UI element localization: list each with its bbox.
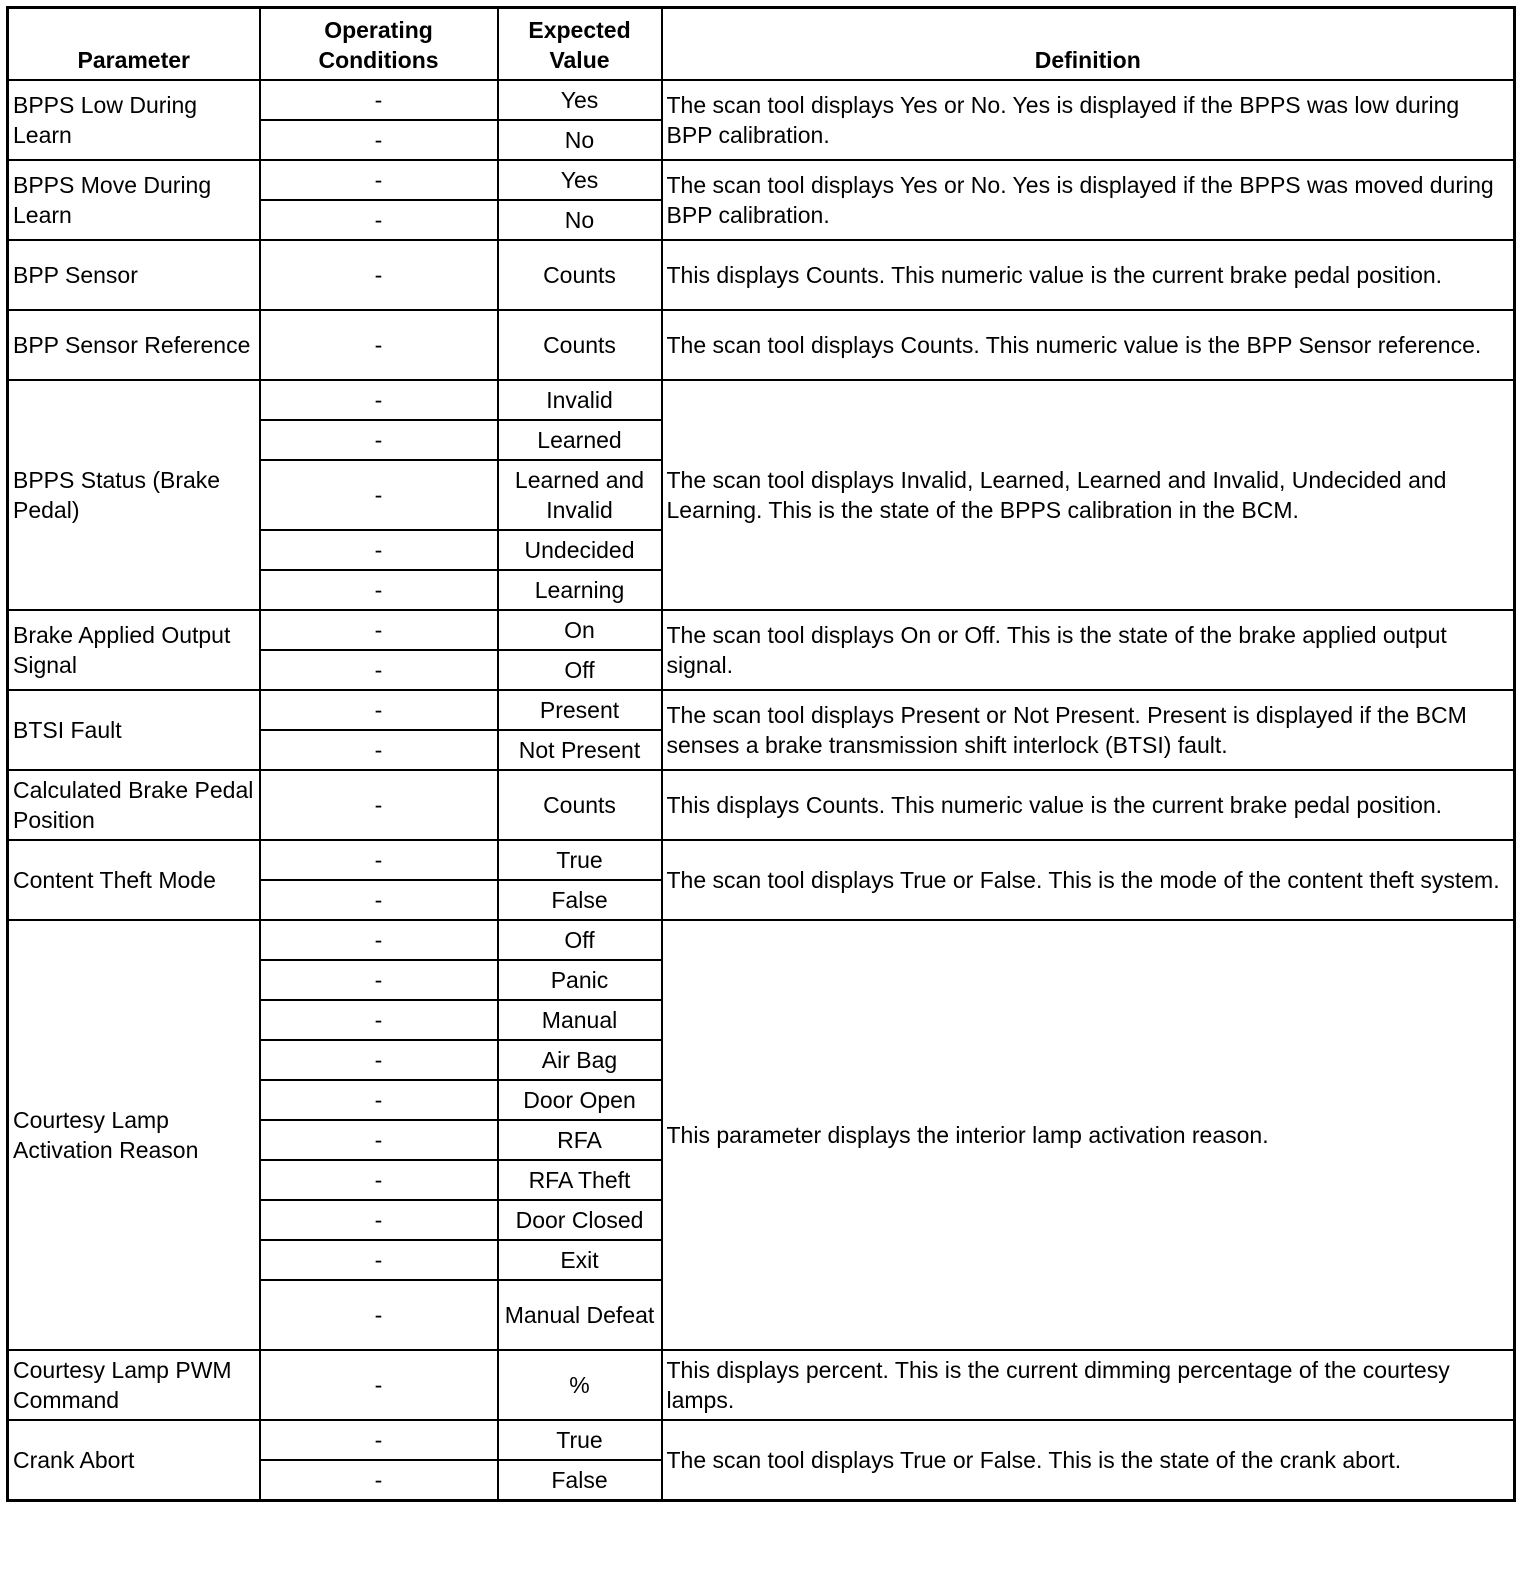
definition-cell: The scan tool displays Yes or No. Yes is displayed if the BPPS was moved during BPP calibration. [662, 160, 1515, 240]
operating-condition-cell: - [260, 610, 498, 650]
parameter-name-cell: Brake Applied Output Signal [8, 610, 260, 690]
expected-value-cell: Off [498, 920, 662, 960]
expected-value-cell: RFA Theft [498, 1160, 662, 1200]
parameter-name-cell: Calculated Brake Pedal Position [8, 770, 260, 840]
definition-cell: This displays Counts. This numeric value is the current brake pedal position. [662, 240, 1515, 310]
operating-condition-cell: - [260, 310, 498, 380]
expected-value-cell: Not Present [498, 730, 662, 770]
definition-cell: The scan tool displays Invalid, Learned, Learned and Invalid, Undecided and Learning. This is the state of the BPPS calibration in the BCM. [662, 380, 1515, 610]
expected-value-cell: Exit [498, 1240, 662, 1280]
parameter-name-cell: BPP Sensor Reference [8, 310, 260, 380]
expected-value-cell: Undecided [498, 530, 662, 570]
operating-condition-cell: - [260, 690, 498, 730]
expected-value-cell: Door Closed [498, 1200, 662, 1240]
expected-value-cell: Counts [498, 770, 662, 840]
parameter-name-cell: BPPS Status (Brake Pedal) [8, 380, 260, 610]
operating-condition-cell: - [260, 420, 498, 460]
operating-condition-cell: - [260, 1460, 498, 1501]
expected-value-cell: Learning [498, 570, 662, 610]
parameter-name-cell: Courtesy Lamp PWM Command [8, 1350, 260, 1420]
table-row [8, 1350, 1515, 1420]
table-row [8, 160, 1515, 200]
table-row [8, 240, 1515, 310]
expected-value-cell: No [498, 200, 662, 240]
operating-condition-cell: - [260, 530, 498, 570]
operating-condition-cell: - [260, 1120, 498, 1160]
parameter-name-cell: Content Theft Mode [8, 840, 260, 920]
operating-condition-cell: - [260, 960, 498, 1000]
expected-value-cell: Counts [498, 240, 662, 310]
definition-cell: The scan tool displays Yes or No. Yes is displayed if the BPPS was low during BPP calibration. [662, 80, 1515, 160]
operating-condition-cell: - [260, 1240, 498, 1280]
operating-condition-cell: - [260, 460, 498, 530]
operating-condition-cell: - [260, 840, 498, 880]
definition-cell: The scan tool displays Counts. This numeric value is the BPP Sensor reference. [662, 310, 1515, 380]
operating-condition-cell: - [260, 160, 498, 200]
definition-cell: The scan tool displays True or False. This is the mode of the content theft system. [662, 840, 1515, 920]
table-row [8, 920, 1515, 960]
expected-value-cell: False [498, 1460, 662, 1501]
expected-value-cell: RFA [498, 1120, 662, 1160]
expected-value-cell: Present [498, 690, 662, 730]
parameter-name-cell: BTSI Fault [8, 690, 260, 770]
operating-condition-cell: - [260, 920, 498, 960]
operating-condition-cell: - [260, 1420, 498, 1460]
operating-condition-cell: - [260, 380, 498, 420]
header-definition: Definition [662, 8, 1515, 81]
table-row [8, 80, 1515, 120]
definition-cell: The scan tool displays On or Off. This is the state of the brake applied output signal. [662, 610, 1515, 690]
expected-value-cell: Panic [498, 960, 662, 1000]
operating-condition-cell: - [260, 200, 498, 240]
table-row [8, 380, 1515, 420]
operating-condition-cell: - [260, 80, 498, 120]
expected-value-cell: Learned [498, 420, 662, 460]
expected-value-cell: Manual Defeat [498, 1280, 662, 1350]
table-body [8, 80, 1515, 1501]
expected-value-cell: Invalid [498, 380, 662, 420]
definition-cell: This parameter displays the interior lamp activation reason. [662, 920, 1515, 1350]
expected-value-cell: Yes [498, 160, 662, 200]
operating-condition-cell: - [260, 1040, 498, 1080]
definition-cell: The scan tool displays True or False. This is the state of the crank abort. [662, 1420, 1515, 1501]
operating-condition-cell: - [260, 1280, 498, 1350]
expected-value-cell: % [498, 1350, 662, 1420]
operating-condition-cell: - [260, 770, 498, 840]
operating-condition-cell: - [260, 1350, 498, 1420]
operating-condition-cell: - [260, 650, 498, 690]
expected-value-cell: Off [498, 650, 662, 690]
header-expected-value: Expected Value [498, 8, 662, 81]
table-header [8, 8, 1515, 81]
scan-tool-parameter-table [6, 6, 1516, 1502]
expected-value-cell: Air Bag [498, 1040, 662, 1080]
parameter-table-container [6, 6, 1516, 1502]
operating-condition-cell: - [260, 880, 498, 920]
parameter-name-cell: BPPS Low During Learn [8, 80, 260, 160]
table-row [8, 310, 1515, 380]
header-parameter: Parameter [8, 8, 260, 81]
header-operating-conditions: Operating Conditions [260, 8, 498, 81]
expected-value-cell: True [498, 840, 662, 880]
expected-value-cell: False [498, 880, 662, 920]
operating-condition-cell: - [260, 240, 498, 310]
expected-value-cell: Manual [498, 1000, 662, 1040]
definition-cell: This displays percent. This is the current dimming percentage of the courtesy lamps. [662, 1350, 1515, 1420]
operating-condition-cell: - [260, 1160, 498, 1200]
parameter-name-cell: BPPS Move During Learn [8, 160, 260, 240]
operating-condition-cell: - [260, 570, 498, 610]
table-row [8, 770, 1515, 840]
parameter-name-cell: Courtesy Lamp Activation Reason [8, 920, 260, 1350]
parameter-name-cell: BPP Sensor [8, 240, 260, 310]
operating-condition-cell: - [260, 1200, 498, 1240]
table-row [8, 1420, 1515, 1460]
operating-condition-cell: - [260, 730, 498, 770]
table-row [8, 690, 1515, 730]
table-row [8, 840, 1515, 880]
expected-value-cell: No [498, 120, 662, 160]
expected-value-cell: Learned and Invalid [498, 460, 662, 530]
expected-value-cell: Door Open [498, 1080, 662, 1120]
operating-condition-cell: - [260, 120, 498, 160]
parameter-name-cell: Crank Abort [8, 1420, 260, 1501]
definition-cell: This displays Counts. This numeric value is the current brake pedal position. [662, 770, 1515, 840]
operating-condition-cell: - [260, 1000, 498, 1040]
expected-value-cell: Yes [498, 80, 662, 120]
table-row [8, 610, 1515, 650]
definition-cell: The scan tool displays Present or Not Present. Present is displayed if the BCM senses a brake transmission shift interlock (BTSI) fault. [662, 690, 1515, 770]
operating-condition-cell: - [260, 1080, 498, 1120]
expected-value-cell: True [498, 1420, 662, 1460]
expected-value-cell: Counts [498, 310, 662, 380]
expected-value-cell: On [498, 610, 662, 650]
